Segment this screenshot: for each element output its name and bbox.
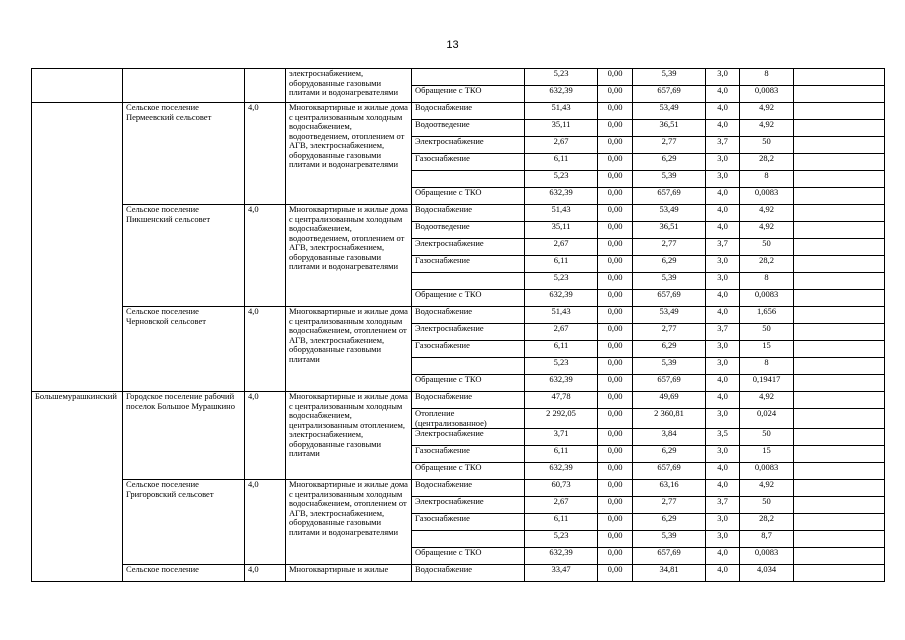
service-cell	[412, 171, 525, 188]
price-2021-cell: 5,39	[633, 69, 706, 86]
growth-cell: 4,0	[706, 392, 740, 409]
growth-cell: 4,0	[706, 565, 740, 582]
empty-cell	[794, 205, 885, 222]
change-cell: 0,00	[598, 565, 633, 582]
empty-cell	[794, 548, 885, 565]
service-cell: Газоснабжение	[412, 341, 525, 358]
empty-cell	[794, 324, 885, 341]
housing-type-cell: Многоквартирные и жилые дома с централизованным холодным водоснабжением, отоплением от АГВ, электроснабжением, оборудованные газовыми плитами	[286, 307, 412, 392]
growth-cell: 4,0	[706, 222, 740, 239]
settlement-value-cell: 4,0	[245, 103, 286, 205]
settlement-name-cell: Городское поселение рабочий поселок Большое Мурашкино	[123, 392, 245, 480]
norm-cell: 50	[740, 324, 794, 341]
service-cell: Водоотведение	[412, 120, 525, 137]
settlement-name-cell	[123, 69, 245, 103]
price-2021-cell: 5,39	[633, 358, 706, 375]
price-2020-cell: 5,23	[525, 69, 598, 86]
price-2021-cell: 53,49	[633, 307, 706, 324]
empty-cell	[794, 446, 885, 463]
growth-cell: 4,0	[706, 205, 740, 222]
norm-cell: 28,2	[740, 154, 794, 171]
price-2021-cell: 6,29	[633, 446, 706, 463]
price-2020-cell: 2,67	[525, 497, 598, 514]
empty-cell	[794, 86, 885, 103]
service-cell	[412, 69, 525, 86]
price-2020-cell: 632,39	[525, 86, 598, 103]
price-2021-cell: 657,69	[633, 86, 706, 103]
change-cell: 0,00	[598, 188, 633, 205]
empty-cell	[794, 497, 885, 514]
empty-cell	[794, 409, 885, 429]
empty-cell	[794, 120, 885, 137]
empty-cell	[794, 256, 885, 273]
price-2020-cell: 2,67	[525, 239, 598, 256]
service-cell: Газоснабжение	[412, 446, 525, 463]
price-2020-cell: 5,23	[525, 531, 598, 548]
housing-type-cell: Многоквартирные и жилые	[286, 565, 412, 582]
price-2020-cell: 47,78	[525, 392, 598, 409]
price-2021-cell: 2,77	[633, 137, 706, 154]
service-cell	[412, 531, 525, 548]
price-2021-cell: 36,51	[633, 222, 706, 239]
table-row	[32, 565, 885, 582]
empty-cell	[794, 480, 885, 497]
change-cell: 0,00	[598, 514, 633, 531]
service-cell: Водоснабжение	[412, 205, 525, 222]
price-2020-cell: 6,11	[525, 154, 598, 171]
growth-cell: 4,0	[706, 375, 740, 392]
change-cell: 0,00	[598, 463, 633, 480]
growth-cell: 3,0	[706, 514, 740, 531]
norm-cell: 4,92	[740, 120, 794, 137]
price-2021-cell: 36,51	[633, 120, 706, 137]
settlement-value-cell: 4,0	[245, 480, 286, 565]
price-2021-cell: 6,29	[633, 154, 706, 171]
service-cell: Газоснабжение	[412, 154, 525, 171]
norm-cell: 4,034	[740, 565, 794, 582]
norm-cell: 0,0083	[740, 86, 794, 103]
norm-cell: 4,92	[740, 205, 794, 222]
growth-cell: 3,0	[706, 171, 740, 188]
empty-cell	[794, 341, 885, 358]
change-cell: 0,00	[598, 69, 633, 86]
tariff-table-container	[31, 68, 885, 632]
growth-cell: 4,0	[706, 188, 740, 205]
change-cell: 0,00	[598, 154, 633, 171]
service-cell: Водоснабжение	[412, 565, 525, 582]
price-2021-cell: 657,69	[633, 188, 706, 205]
settlement-value-cell: 4,0	[245, 392, 286, 480]
settlement-name-cell: Сельское поселение Григоровский сельсовет	[123, 480, 245, 565]
norm-cell: 4,92	[740, 222, 794, 239]
price-2021-cell: 6,29	[633, 341, 706, 358]
price-2021-cell: 2 360,81	[633, 409, 706, 429]
empty-cell	[794, 103, 885, 120]
service-cell: Электроснабжение	[412, 429, 525, 446]
price-2020-cell: 5,23	[525, 358, 598, 375]
growth-cell: 4,0	[706, 103, 740, 120]
price-2021-cell: 5,39	[633, 531, 706, 548]
price-2021-cell: 657,69	[633, 548, 706, 565]
housing-type-cell: электроснабжением, оборудованные газовыми плитами и водонагревателями	[286, 69, 412, 103]
service-cell: Обращение с ТКО	[412, 188, 525, 205]
price-2020-cell: 2,67	[525, 137, 598, 154]
table-row	[32, 392, 885, 409]
settlement-value-cell	[245, 69, 286, 103]
empty-cell	[794, 429, 885, 446]
change-cell: 0,00	[598, 324, 633, 341]
norm-cell: 15	[740, 446, 794, 463]
price-2020-cell: 51,43	[525, 205, 598, 222]
change-cell: 0,00	[598, 171, 633, 188]
settlement-name-cell: Сельское поселение Пикшенский сельсовет	[123, 205, 245, 307]
settlement-value-cell: 4,0	[245, 565, 286, 582]
price-2021-cell: 53,49	[633, 205, 706, 222]
norm-cell: 8	[740, 69, 794, 86]
empty-cell	[794, 239, 885, 256]
empty-cell	[794, 358, 885, 375]
growth-cell: 4,0	[706, 307, 740, 324]
price-2020-cell: 51,43	[525, 103, 598, 120]
change-cell: 0,00	[598, 358, 633, 375]
growth-cell: 4,0	[706, 480, 740, 497]
service-cell: Водоснабжение	[412, 392, 525, 409]
service-cell: Обращение с ТКО	[412, 290, 525, 307]
change-cell: 0,00	[598, 392, 633, 409]
growth-cell: 3,0	[706, 256, 740, 273]
change-cell: 0,00	[598, 480, 633, 497]
norm-cell: 8	[740, 358, 794, 375]
district-cell	[32, 103, 123, 392]
norm-cell: 4,92	[740, 392, 794, 409]
empty-cell	[794, 222, 885, 239]
change-cell: 0,00	[598, 531, 633, 548]
service-cell: Водоотведение	[412, 222, 525, 239]
change-cell: 0,00	[598, 205, 633, 222]
settlement-value-cell: 4,0	[245, 205, 286, 307]
price-2020-cell: 35,11	[525, 120, 598, 137]
settlement-name-cell: Сельское поселение	[123, 565, 245, 582]
empty-cell	[794, 69, 885, 86]
price-2020-cell: 3,71	[525, 429, 598, 446]
price-2020-cell: 5,23	[525, 171, 598, 188]
change-cell: 0,00	[598, 446, 633, 463]
growth-cell: 3,0	[706, 409, 740, 429]
table-row	[32, 69, 885, 86]
price-2020-cell: 6,11	[525, 341, 598, 358]
growth-cell: 3,0	[706, 69, 740, 86]
price-2021-cell: 53,49	[633, 103, 706, 120]
norm-cell: 15	[740, 341, 794, 358]
price-2021-cell: 2,77	[633, 239, 706, 256]
price-2021-cell: 49,69	[633, 392, 706, 409]
empty-cell	[794, 290, 885, 307]
change-cell: 0,00	[598, 103, 633, 120]
price-2021-cell: 6,29	[633, 256, 706, 273]
service-cell: Водоснабжение	[412, 103, 525, 120]
housing-type-cell: Многоквартирные и жилые дома с централизованным холодным водоснабжением, отоплением от АГВ, электроснабжением, оборудованные газовыми плитами и водонагревателями	[286, 480, 412, 565]
settlement-name-cell: Сельское поселение Пермеевский сельсовет	[123, 103, 245, 205]
change-cell: 0,00	[598, 290, 633, 307]
norm-cell: 1,656	[740, 307, 794, 324]
change-cell: 0,00	[598, 273, 633, 290]
price-2020-cell: 632,39	[525, 548, 598, 565]
norm-cell: 8	[740, 273, 794, 290]
service-cell: Электроснабжение	[412, 497, 525, 514]
empty-cell	[794, 137, 885, 154]
service-cell: Водоснабжение	[412, 307, 525, 324]
growth-cell: 3,0	[706, 273, 740, 290]
service-cell: Обращение с ТКО	[412, 375, 525, 392]
change-cell: 0,00	[598, 307, 633, 324]
growth-cell: 3,0	[706, 341, 740, 358]
norm-cell: 4,92	[740, 103, 794, 120]
service-cell	[412, 273, 525, 290]
service-cell: Отопление (централизованное)	[412, 409, 525, 429]
price-2020-cell: 5,23	[525, 273, 598, 290]
empty-cell	[794, 273, 885, 290]
growth-cell: 3,0	[706, 446, 740, 463]
growth-cell: 4,0	[706, 463, 740, 480]
growth-cell: 3,5	[706, 429, 740, 446]
norm-cell: 28,2	[740, 514, 794, 531]
change-cell: 0,00	[598, 497, 633, 514]
change-cell: 0,00	[598, 429, 633, 446]
empty-cell	[794, 307, 885, 324]
price-2021-cell: 2,77	[633, 324, 706, 341]
norm-cell: 0,0083	[740, 463, 794, 480]
growth-cell: 4,0	[706, 548, 740, 565]
norm-cell: 50	[740, 239, 794, 256]
district-cell	[32, 69, 123, 103]
page-number: 13	[446, 39, 459, 51]
growth-cell: 3,7	[706, 497, 740, 514]
price-2020-cell: 632,39	[525, 290, 598, 307]
price-2020-cell: 33,47	[525, 565, 598, 582]
norm-cell: 8,7	[740, 531, 794, 548]
service-cell: Обращение с ТКО	[412, 463, 525, 480]
growth-cell: 3,0	[706, 531, 740, 548]
service-cell: Электроснабжение	[412, 239, 525, 256]
service-cell: Электроснабжение	[412, 324, 525, 341]
norm-cell: 50	[740, 429, 794, 446]
change-cell: 0,00	[598, 548, 633, 565]
norm-cell: 50	[740, 137, 794, 154]
service-cell: Обращение с ТКО	[412, 86, 525, 103]
empty-cell	[794, 463, 885, 480]
price-2021-cell: 657,69	[633, 375, 706, 392]
service-cell: Электроснабжение	[412, 137, 525, 154]
change-cell: 0,00	[598, 239, 633, 256]
change-cell: 0,00	[598, 86, 633, 103]
settlement-value-cell: 4,0	[245, 307, 286, 392]
growth-cell: 4,0	[706, 290, 740, 307]
table-row	[32, 307, 885, 324]
norm-cell: 50	[740, 497, 794, 514]
service-cell: Обращение с ТКО	[412, 548, 525, 565]
price-2020-cell: 60,73	[525, 480, 598, 497]
empty-cell	[794, 375, 885, 392]
growth-cell: 3,7	[706, 239, 740, 256]
norm-cell: 0,0083	[740, 290, 794, 307]
price-2020-cell: 6,11	[525, 446, 598, 463]
price-2020-cell: 2,67	[525, 324, 598, 341]
price-2021-cell: 63,16	[633, 480, 706, 497]
housing-type-cell: Многоквартирные и жилые дома с централизованным холодным водоснабжением, водоотведением, отоплением от АГВ, электроснабжением, оборудованные газовыми плитами и водонагревателями	[286, 103, 412, 205]
empty-cell	[794, 392, 885, 409]
empty-cell	[794, 171, 885, 188]
empty-cell	[794, 514, 885, 531]
growth-cell: 4,0	[706, 86, 740, 103]
service-cell: Водоснабжение	[412, 480, 525, 497]
growth-cell: 3,7	[706, 137, 740, 154]
norm-cell: 0,024	[740, 409, 794, 429]
change-cell: 0,00	[598, 341, 633, 358]
change-cell: 0,00	[598, 120, 633, 137]
price-2021-cell: 2,77	[633, 497, 706, 514]
change-cell: 0,00	[598, 409, 633, 429]
price-2021-cell: 657,69	[633, 290, 706, 307]
change-cell: 0,00	[598, 222, 633, 239]
service-cell	[412, 358, 525, 375]
table-row	[32, 480, 885, 497]
price-2020-cell: 2 292,05	[525, 409, 598, 429]
price-2020-cell: 6,11	[525, 256, 598, 273]
empty-cell	[794, 565, 885, 582]
housing-type-cell: Многоквартирные и жилые дома с централизованным холодным водоснабжением, водоотведением, отоплением от АГВ, электроснабжением, оборудованные газовыми плитами и водонагревателями	[286, 205, 412, 307]
empty-cell	[794, 531, 885, 548]
empty-cell	[794, 154, 885, 171]
price-2020-cell: 51,43	[525, 307, 598, 324]
table-row	[32, 103, 885, 120]
norm-cell: 0,19417	[740, 375, 794, 392]
change-cell: 0,00	[598, 375, 633, 392]
growth-cell: 3,0	[706, 154, 740, 171]
growth-cell: 3,7	[706, 324, 740, 341]
service-cell: Газоснабжение	[412, 514, 525, 531]
norm-cell: 4,92	[740, 480, 794, 497]
norm-cell: 0,0083	[740, 188, 794, 205]
price-2021-cell: 5,39	[633, 273, 706, 290]
table-row	[32, 205, 885, 222]
change-cell: 0,00	[598, 256, 633, 273]
growth-cell: 4,0	[706, 120, 740, 137]
price-2020-cell: 35,11	[525, 222, 598, 239]
price-2021-cell: 3,84	[633, 429, 706, 446]
empty-cell	[794, 188, 885, 205]
growth-cell: 3,0	[706, 358, 740, 375]
norm-cell: 0,0083	[740, 548, 794, 565]
price-2021-cell: 6,29	[633, 514, 706, 531]
price-2021-cell: 34,81	[633, 565, 706, 582]
housing-type-cell: Многоквартирные и жилые дома с централизованным холодным водоснабжением, централизованным отоплением, электроснабжением, оборудованные газовыми плитами	[286, 392, 412, 480]
norm-cell: 28,2	[740, 256, 794, 273]
district-cell: Большемурашкинский	[32, 392, 123, 582]
tariff-table	[31, 68, 885, 582]
price-2021-cell: 5,39	[633, 171, 706, 188]
change-cell: 0,00	[598, 137, 633, 154]
price-2020-cell: 632,39	[525, 188, 598, 205]
price-2020-cell: 6,11	[525, 514, 598, 531]
price-2020-cell: 632,39	[525, 463, 598, 480]
service-cell: Газоснабжение	[412, 256, 525, 273]
price-2021-cell: 657,69	[633, 463, 706, 480]
settlement-name-cell: Сельское поселение Черновской сельсовет	[123, 307, 245, 392]
price-2020-cell: 632,39	[525, 375, 598, 392]
norm-cell: 8	[740, 171, 794, 188]
